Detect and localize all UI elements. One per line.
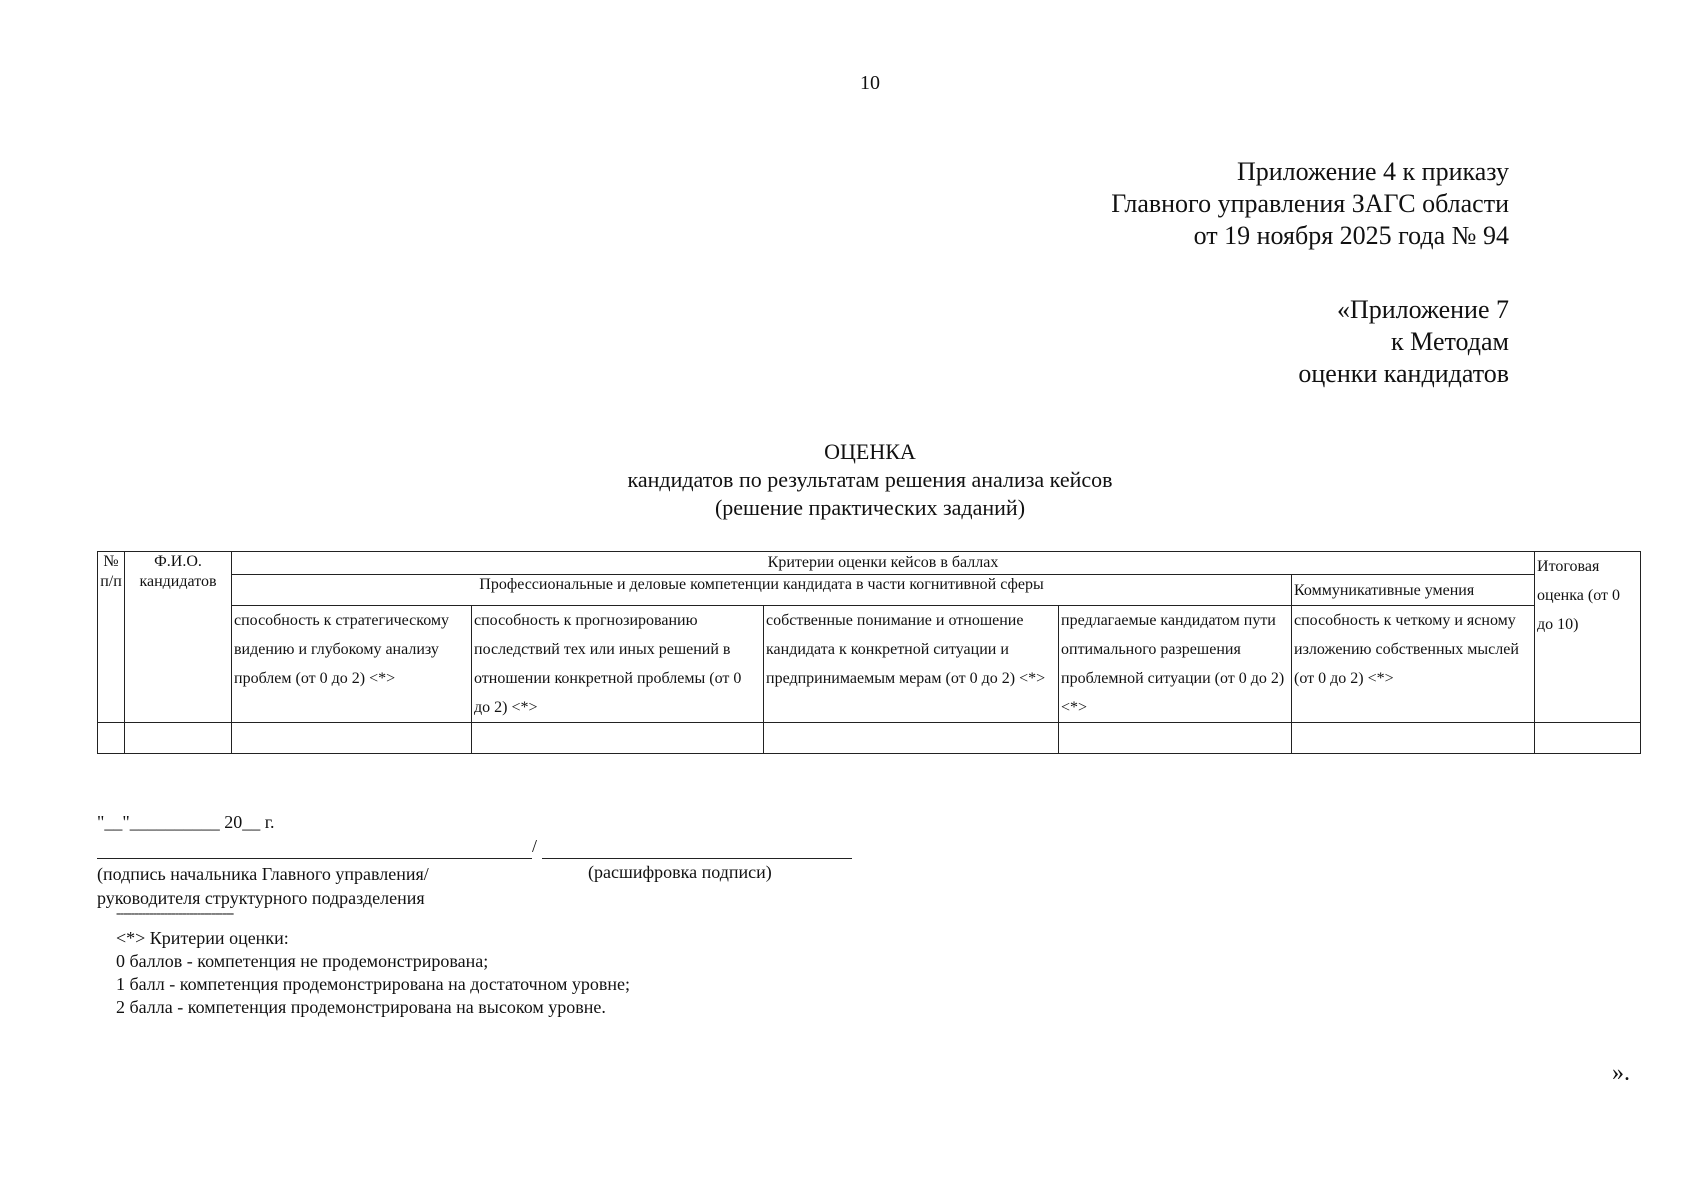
table-cell[interactable] — [764, 723, 1059, 754]
table-cell[interactable] — [125, 723, 232, 754]
group-header-communication: Коммуникативные умения — [1292, 575, 1535, 606]
document-subtitle: кандидатов по результатам решения анализа кейсов — [627, 467, 1113, 492]
table-cell[interactable] — [1535, 723, 1641, 754]
appendix-sub-line: к Методам — [1391, 327, 1509, 356]
col-header-fio: Ф.И.О. кандидатов — [125, 552, 232, 723]
criterion-forecasting: способность к прогнозированию последствий тех или иных решений в отношении конкретной проблемы (от 0 до 2) <*> — [472, 606, 764, 723]
col-header-number: № п/п — [98, 552, 125, 723]
table-group-row — [98, 575, 1641, 606]
signature-caption — [97, 862, 429, 910]
footnote-line: 1 балл - компетенция продемонстрирована на достаточном уровне; — [116, 974, 631, 994]
criterion-solutions: предлагаемые кандидатом пути оптимального разрешения проблемной ситуации (от 0 до 2) <*> — [1059, 606, 1292, 723]
appendix-sub-line: «Приложение 7 — [1336, 295, 1509, 324]
col-header-total: Итоговая оценка (от 0 до 10) — [1535, 552, 1641, 723]
footnote-line: 2 балла - компетенция продемонстрирована на высоком уровне. — [116, 997, 606, 1017]
criterion-strategic-vision: способность к стратегическому видению и глубокому анализу проблем (от 0 до 2) <*> — [232, 606, 472, 723]
signature-caption-line: (подпись начальника Главного управления/ — [97, 864, 429, 884]
group-header-professional: Профессиональные и деловые компетенции кандидата в части когнитивной сферы — [232, 575, 1292, 606]
signature-slash: / — [532, 836, 538, 856]
table-row — [98, 723, 1641, 754]
page-number: 10 — [860, 72, 880, 94]
appendix-sub-header — [1298, 294, 1509, 390]
closing-quote: ». — [1612, 1060, 1630, 1086]
signature-caption-line: руководителя структурного подразделения — [97, 888, 425, 908]
appendix-header — [1111, 156, 1509, 252]
document-title: ОЦЕНКА — [824, 439, 916, 464]
table-cell[interactable] — [98, 723, 125, 754]
criterion-understanding: собственные понимание и отношение кандидата к конкретной ситуации и предпринимаемым мерам (от 0 до 2) <*> — [764, 606, 1059, 723]
footnote-line: 0 баллов - компетенция не продемонстрирована; — [116, 951, 489, 971]
document-subtitle-note: (решение практических заданий) — [714, 495, 1026, 520]
table-cell[interactable] — [232, 723, 472, 754]
table-cell[interactable] — [1059, 723, 1292, 754]
table-cell[interactable] — [472, 723, 764, 754]
appendix-line: Приложение 4 к приказу — [1236, 157, 1509, 186]
table-cell[interactable] — [1292, 723, 1535, 754]
criteria-header: Критерии оценки кейсов в баллах — [232, 552, 1535, 575]
signature-decoding-line — [542, 858, 852, 859]
appendix-sub-line: оценки кандидатов — [1298, 359, 1509, 388]
table-header-row — [98, 552, 1641, 575]
date-line: "__"__________ 20__ г. — [97, 812, 275, 832]
appendix-line: от 19 ноября 2025 года № 94 — [1193, 221, 1509, 250]
evaluation-table — [97, 551, 1641, 754]
footnote-separator: -------------------------------- — [116, 906, 234, 921]
criterion-communication: способность к четкому и ясному изложению собственных мыслей (от 0 до 2) <*> — [1292, 606, 1535, 723]
appendix-line: Главного управления ЗАГС области — [1111, 189, 1509, 218]
footnote-line: <*> Критерии оценки: — [116, 928, 289, 948]
signature-decoding-caption: (расшифровка подписи) — [588, 862, 772, 882]
table-criteria-row — [98, 606, 1641, 723]
signature-line — [97, 858, 532, 859]
